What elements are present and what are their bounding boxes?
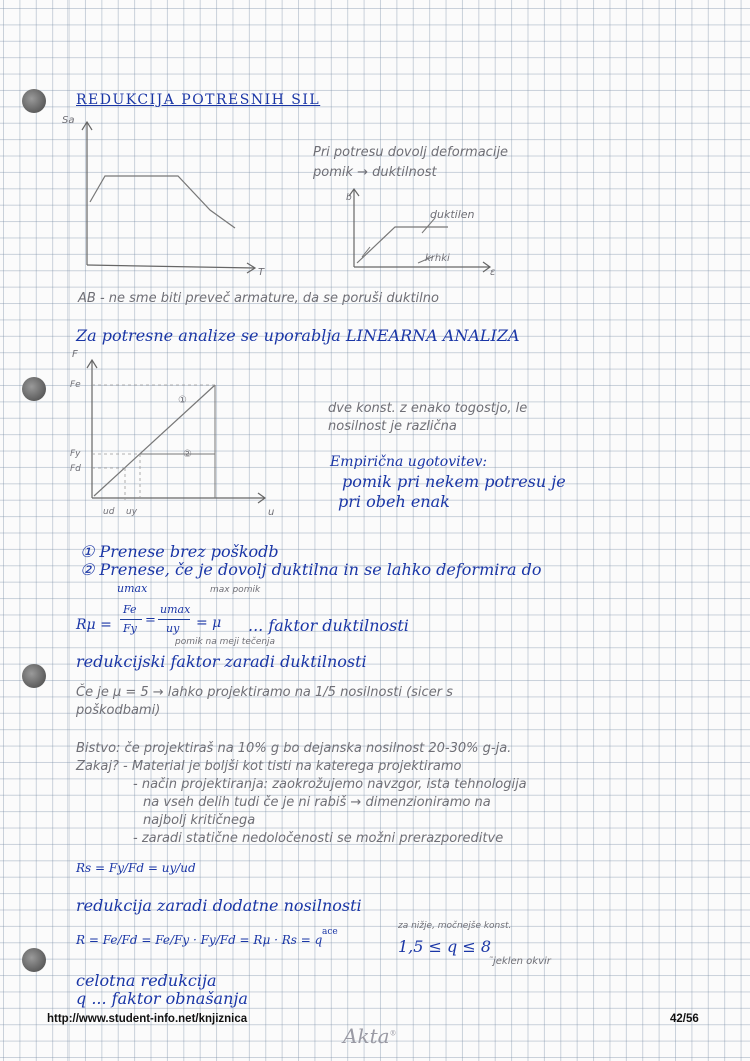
rs-formula: Rs = Fy/Fd = uy/ud (76, 861, 196, 875)
spectrum-y-axis-label: Sa (62, 115, 75, 126)
essence-line3: - način projektiranja: zaokrožujemo navzgor, ista tehnologija (133, 777, 527, 792)
essence-line4: na vseh delih tudi če je ni rabiš → dimenzioniramo na (143, 795, 491, 810)
umax-note: max pomik (210, 585, 261, 595)
fraction-bar (120, 619, 142, 620)
rmu-fe: Fe (123, 603, 137, 616)
force-tick-fy: Fy (70, 449, 81, 459)
total-reduction-heading: celotna redukcija (76, 971, 217, 990)
spectrum-x-axis-label: T (258, 267, 265, 278)
spectrum-diagram (60, 110, 280, 285)
force-displacement-diagram (80, 350, 280, 510)
region-1-marker: ① (178, 395, 187, 406)
punch-hole (22, 89, 46, 113)
force-tick-fd: Fd (70, 464, 81, 474)
rmu-uy: uy (166, 622, 180, 635)
linear-analysis-heading: Za potresne analize se uporablja LINEARNA ANALIZA (76, 326, 520, 345)
punch-hole (22, 948, 46, 972)
ductility-factor-desc: ... faktor duktilnosti (248, 616, 409, 635)
displacement-x-axis-label: u (268, 507, 275, 518)
page-number: 42/56 (670, 1013, 699, 1025)
stiffness-note-line1: dve konst. z enako togostjo, le (328, 401, 528, 416)
umax-label: umax (117, 582, 148, 595)
empirical-note-line2: pomik pri nekem potresu je (342, 472, 566, 491)
brand-logo: Akta® (343, 1024, 397, 1048)
equals-sign: = (145, 613, 156, 628)
ductility-note-line2: pomik → duktilnost (313, 165, 437, 180)
rmu-fy: Fy (123, 622, 137, 635)
item-2: ② Prenese, če je dovolj duktilna in se lahko deformira do (80, 560, 542, 579)
source-url: http://www.student-info.net/knjiznica (47, 1013, 248, 1025)
rmu-formula-left: Rμ = (76, 617, 112, 633)
force-y-axis-label: F (72, 349, 78, 360)
stiffness-note-line2: nosilnost je različna (328, 419, 457, 434)
mu5-line2: poškodbami) (76, 703, 161, 718)
essence-line2: Zakaj? - Material je boljši kot tisti na katerega projektiramo (76, 759, 462, 774)
stress-strain-y-axis-label: b (346, 193, 352, 203)
displacement-tick-uy: uy (126, 507, 138, 517)
ductility-reduction-heading: redukcijski faktor zaradi duktilnosti (76, 652, 367, 671)
behaviour-factor-desc: q ... faktor obnašanja (76, 989, 248, 1008)
page-title: REDUKCIJA POTRESNIH SIL (76, 92, 321, 108)
q-range: 1,5 ≤ q ≤ 8 (398, 937, 492, 956)
displacement-tick-ud: ud (103, 507, 115, 517)
q-range-bottom-note: ˜jeklen okvir (488, 956, 551, 967)
yield-displacement-note: pomik na meji tečenja (175, 637, 276, 647)
force-tick-fe: Fe (70, 380, 81, 390)
q-range-top-note: za nižje, močnejše konst. (398, 921, 512, 931)
essence-line1: Bistvo: če projektiraš na 10% g bo dejanska nosilnost 20-30% g-ja. (76, 741, 512, 756)
punch-hole (22, 664, 46, 688)
ductile-curve-label: duktilen (430, 208, 475, 221)
r-formula-exponent: ace (322, 927, 338, 937)
fraction-bar (158, 619, 190, 620)
empirical-note-line3: pri obeh enak (338, 492, 450, 511)
reinforcement-note: AB - ne sme biti preveč armature, da se poruši duktilno (78, 291, 439, 306)
region-2-marker: ② (183, 449, 192, 460)
overstrength-reduction-heading: redukcija zaradi dodatne nosilnosti (76, 896, 362, 915)
brittle-curve-label: krhki (425, 253, 450, 264)
mu5-line1: Če je μ = 5 → lahko projektiramo na 1/5 nosilnosti (sicer s (76, 685, 453, 700)
r-formula: R = Fe/Fd = Fe/Fy · Fy/Fd = Rμ · Rs = q (76, 933, 323, 947)
item-1: ① Prenese brez poškodb (80, 542, 279, 561)
empirical-note-line1: Empirična ugotovitev: (330, 454, 488, 470)
essence-line5: najbolj kritičnega (143, 813, 256, 828)
punch-hole (22, 377, 46, 401)
rmu-umax: umax (160, 603, 191, 616)
essence-line6: - zaradi statične nedoločenosti se možni prerazporeditve (133, 831, 504, 846)
stress-strain-x-axis-label: ε (490, 267, 496, 278)
rmu-result: = μ (196, 615, 222, 631)
brand-logo-text: Akta (343, 1024, 390, 1048)
ductility-note-line1: Pri potresu dovolj deformacije (313, 145, 509, 160)
